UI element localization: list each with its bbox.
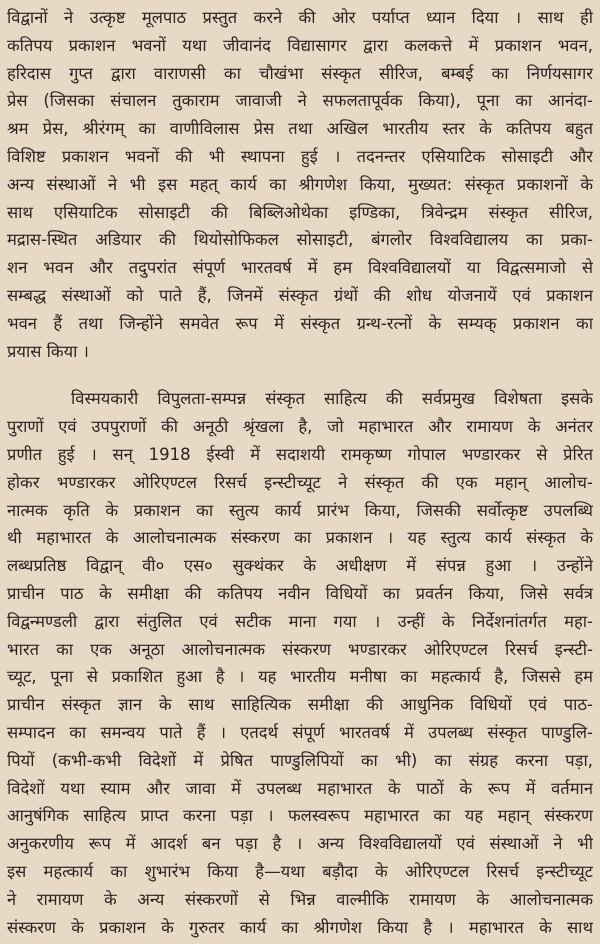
text-line: सम्बद्ध संस्थाओं को पाते हैं, जिनमें संस्कृत ग्रंथों की शोध योजनायें एवं प्रकाशन: [7, 285, 593, 305]
text-line: हरिदास गुप्त द्वारा वाराणसी का चौखंभा संस्कृत सीरिज, बम्बई का निर्णयसागर: [7, 63, 593, 83]
text-line: विद्वन्मण्डली द्वारा संतुलित एवं सटीक माना गया । उन्हीं के निर्देशनांतर्गत महा-: [7, 611, 593, 631]
text-line: प्राचीन संस्कृत ज्ञान के साथ साहित्यिक समीक्षा की आधुनिक विधियों एवं पाठ-: [7, 695, 593, 715]
text-line: प्राचीन पाठ के समीक्षा की कतिपय नवीन विधियों का प्रवर्तन किया, जिसे सर्वत्र: [7, 583, 593, 603]
text-line: भवन हैं तथा जिन्होंने समवेत रूप में संस्कृत ग्रन्थ-रत्नों के सम्यक् प्रकाशन का: [7, 313, 593, 333]
text-line: अनुकरणीय रूप में आदर्श बन पड़ा है । अन्य विश्वविद्यालयों एवं संस्थाओं ने भी: [7, 834, 593, 854]
text-line: होकर भण्डारकर ओरिएण्टल रिसर्च इन्स्टीच्यूट ने संस्कृत की एक महान् आलोच-: [7, 472, 593, 492]
text-line: विशिष्ट प्रकाशन भवनों की भी स्थापना हुई । तदनन्तर एसियाटिक सोसाइटी और: [7, 146, 593, 166]
text-line: लब्धप्रतिष्ठ विद्वान् वी० एस० सुक्थंकर के अधीक्षण में संपन्न हुआ । उन्होंने: [7, 556, 593, 576]
document-page: [7, 4, 593, 941]
text-line: च्यूट, पूना से प्रकाशित हुआ है । यह भारतीय मनीषा का महत्कार्य है, जिससे हम: [7, 667, 593, 687]
text-line: प्रणीत हुई । सन् 1918 ईस्वी में सदाशयी रामकृष्ण गोपाल भण्डारकर से प्रेरित: [7, 444, 593, 464]
paragraph-puranas-mahabharata: [7, 385, 593, 941]
text-line: पियों (कभी-कभी विदेशों में प्रेषित पाण्डुलिपियों का भी) का संग्रह करना पड़ा,: [7, 750, 593, 770]
text-line: सम्पादन का समन्वय पाते हैं । एतदर्थ संपूर्ण भारतवर्ष में उपलब्ध संस्कृत पाण्डुलि-: [7, 722, 593, 742]
paragraph-publishing-houses: [7, 4, 593, 365]
text-line: विस्मयकारी विपुलता-सम्पन्न संस्कृत साहित्य की सर्वप्रमुख विशेषता इसके: [71, 389, 593, 409]
text-line: शन भवन और तदुपरांत संपूर्ण भारतवर्ष में हम विश्वविद्यालयों या विद्वत्समाजो से: [7, 258, 593, 278]
text-line: मद्रास-स्थित अडियार की थियोसोफिकल सोसाइटी, बंगलोर विश्वविद्यालय का प्रका-: [7, 230, 593, 250]
text-line: इस महत्कार्य का शुभारंभ किया है—यथा बड़ौदा के ओरिएण्टल रिसर्च इन्स्टीच्यूट: [7, 861, 593, 881]
text-line: श्रम प्रेस, श्रीरंगम् का वाणीविलास प्रेस तथा अखिल भारतीय स्तर के कतिपय बहुत: [7, 119, 593, 139]
text-line: आनुषंगिक साहित्य प्राप्त करना पड़ा । फलस्वरूप महाभारत का यह महान् संस्करण: [7, 806, 593, 826]
text-line: थी महाभारत के आलोचनात्मक संस्करण का प्रकाशन । यह स्तुत्य कार्य संस्कृत के: [7, 528, 593, 548]
text-line: कतिपय प्रकाशन भवनों यथा जीवानंद विद्यासागर द्वारा कलकत्ते में प्रकाशन भवन,: [7, 35, 593, 55]
text-line: संस्करण के प्रकाशन के गुरुतर कार्य का श्रीगणेश किया है । महाभारत के साथ: [7, 917, 593, 937]
text-line: साथ एसियाटिक सोसाइटी की बिब्लिओथेका इण्डिका, त्रिवेन्द्रम संस्कृत सीरिज,: [7, 202, 593, 222]
text-line: विदेशों यथा स्याम और जावा में उपलब्ध महाभारत के पाठों के रूप में वर्तमान: [7, 778, 593, 798]
text-line: अन्य संस्थाओं ने भी इस महत् कार्य का श्रीगणेश किया, मुख्यत: संस्कृत प्रकाशनों के: [7, 174, 593, 194]
text-line: प्रयास किया ।: [7, 341, 89, 361]
text-line: नात्मक कृति के प्रकाशन का स्तुत्य कार्य प्रारंभ किया, जिसकी सर्वोत्कृष्ट उपलब्धि: [7, 500, 593, 520]
text-line: प्रेस (जिसका संचालन तुकाराम जावाजी ने सफलतापूर्वक किया), पूना का आनंदा-: [7, 91, 593, 111]
text-line: विद्वानों ने उत्कृष्ट मूलपाठ प्रस्तुत करने की ओर पर्याप्त ध्यान दिया । साथ ही: [7, 8, 593, 27]
text-line: पुराणों एवं उपपुराणों की अनूठी श्रृंखला है, जो महाभारत और रामायण के अनंतर: [7, 417, 593, 437]
text-line: भारत का एक अनूठा आलोचनात्मक संस्करण भण्डारकर ओरिएण्टल रिसर्च इन्स्टी-: [7, 639, 593, 659]
text-line: ने रामायण के अन्य संस्करणों से भिन्न वाल्मीकि रामायण के आलोचनात्मक: [7, 889, 593, 909]
